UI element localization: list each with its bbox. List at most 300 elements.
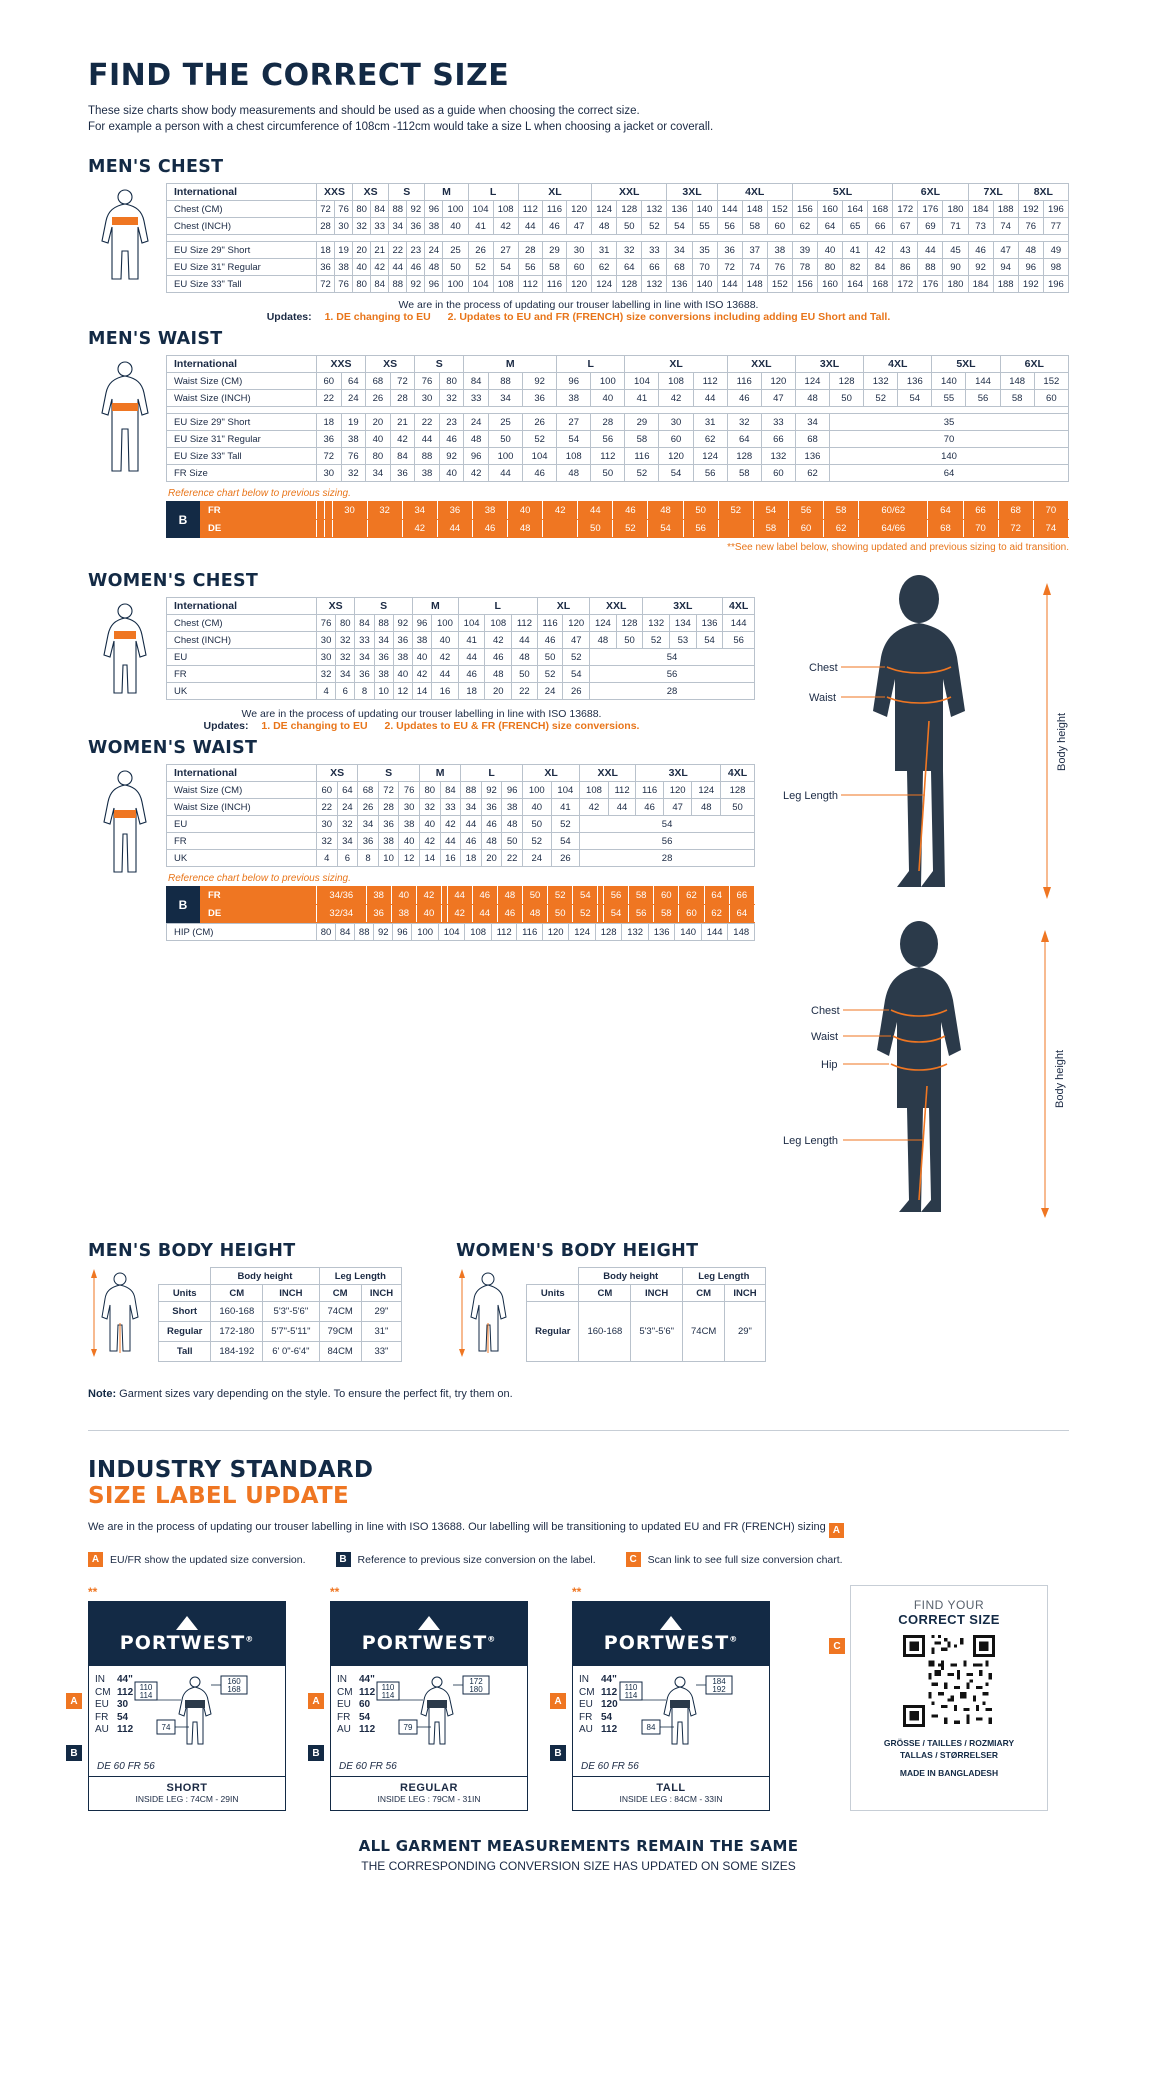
table-cell: 120 (563, 615, 590, 632)
ref-table-cell: 52 (718, 502, 753, 520)
table-cell: 41 (458, 632, 485, 649)
table-cell: 29" (725, 1302, 765, 1362)
table-cell: 80 (366, 448, 391, 465)
table-cell: 44 (512, 632, 538, 649)
label-stars: ** (572, 1585, 582, 1599)
table-cell: 64 (817, 218, 842, 235)
table-cell: 88 (374, 615, 393, 632)
ref-table-cell: 50 (683, 502, 718, 520)
svg-text:Chest: Chest (811, 1005, 840, 1017)
table-cell: 48 (425, 259, 443, 276)
legend-text-a: EU/FR show the updated size conversion. (110, 1553, 306, 1566)
table-cell: 192 (1018, 276, 1043, 293)
size-label-card (70, 1585, 286, 1811)
table-cell: 66 (642, 259, 667, 276)
table-cell: 47 (563, 632, 590, 649)
footer-line-1: ALL GARMENT MEASUREMENTS REMAIN THE SAME (358, 1837, 799, 1855)
table-cell: 112 (591, 448, 625, 465)
table-cell: 94 (993, 259, 1018, 276)
table-cell: 100 (443, 201, 468, 218)
table-cell: 108 (659, 373, 693, 390)
model-diagrams (769, 571, 1069, 1223)
table-cell: 176 (918, 201, 943, 218)
table-cell: 148 (728, 924, 755, 941)
table-cell: 25 (488, 414, 522, 431)
table-cell: 30 (317, 465, 342, 482)
table-cell: 46 (537, 632, 563, 649)
table-cell: 184 (968, 201, 993, 218)
group-body-height: Body height (211, 1268, 319, 1285)
ref-table-cell: 48 (497, 887, 522, 905)
row-label: Short (159, 1302, 211, 1322)
label-box (572, 1601, 770, 1811)
brand-header (89, 1602, 285, 1666)
table-cell: 48 (1018, 242, 1043, 259)
ref-table-cell: 74 (1033, 520, 1068, 538)
table-cell: 156 (792, 201, 817, 218)
table-row (167, 833, 755, 850)
spacer-cell (167, 235, 1069, 242)
table-cell: 84CM (319, 1342, 361, 1362)
table-cell: 20 (481, 850, 502, 867)
table-cell: 38 (378, 833, 399, 850)
mens-waist-table (166, 355, 1069, 482)
inside-leg: INSIDE LEG : 79CM - 31IN (377, 1794, 481, 1804)
table-cell: 92 (968, 259, 993, 276)
row-label: Tall (159, 1342, 211, 1362)
row-label: Waist Size (CM) (167, 782, 317, 799)
table-cell: 5'3"-5'6" (263, 1302, 319, 1322)
col-size: L (468, 184, 518, 201)
table-cell: 76 (1018, 218, 1043, 235)
table-row (167, 259, 1069, 276)
ref-table-cell: 62 (704, 905, 729, 923)
table-cell: 64 (337, 782, 358, 799)
col-size: 3XL (667, 184, 717, 201)
table-cell: 47 (567, 218, 592, 235)
table-cell: 84 (440, 782, 461, 799)
table-cell: 34 (336, 666, 355, 683)
table-spacer-row (167, 407, 1069, 414)
table-cell: 40 (817, 242, 842, 259)
table-row (159, 1342, 402, 1362)
table-row (167, 414, 1069, 431)
table-cell: 156 (792, 276, 817, 293)
fit-name: REGULAR (400, 1782, 458, 1794)
table-cell: 64 (830, 465, 1069, 482)
table-row (167, 373, 1069, 390)
table-cell: 54 (551, 833, 580, 850)
table-cell: 100 (488, 448, 522, 465)
table-cell: 132 (642, 276, 667, 293)
col-international: International (167, 765, 317, 782)
table-cell: 73 (968, 218, 993, 235)
table-cell: 47 (761, 390, 795, 407)
ref-table-cell: 60 (788, 520, 823, 538)
spacer-cell (167, 407, 1069, 414)
svg-text:79: 79 (403, 1723, 413, 1732)
col-size: L (557, 356, 625, 373)
label-mannequin (618, 1674, 763, 1755)
table-cell: 92 (439, 448, 464, 465)
ref-table-cell: 68 (998, 502, 1033, 520)
table-cell: 96 (425, 201, 443, 218)
womens-bh-figure (456, 1267, 526, 1362)
table-cell: 96 (557, 373, 591, 390)
table-cell: 132 (643, 615, 670, 632)
qr-foot-3: MADE IN BANGLADESH (899, 1768, 999, 1778)
ref-table-cell: 34 (402, 502, 437, 520)
spec-key: CM (579, 1686, 595, 1698)
group-body-height: Body height (579, 1268, 683, 1285)
table-row (167, 242, 1069, 259)
table-cell: 136 (696, 615, 723, 632)
table-cell: 18 (458, 683, 485, 700)
table-cell: 40 (419, 816, 440, 833)
table-cell: 96 (393, 924, 412, 941)
qr-title-2: CORRECT SIZE (898, 1612, 1000, 1627)
table-cell: 96 (1018, 259, 1043, 276)
table-cell: 44 (488, 465, 522, 482)
row-label: Chest (INCH) (167, 632, 317, 649)
table-cell: 120 (567, 201, 592, 218)
table-cell: 66 (761, 431, 795, 448)
ref-table-cell (324, 520, 332, 538)
ref-table-cell: 46 (472, 520, 507, 538)
table-cell: 32 (439, 390, 464, 407)
table-cell: 52 (468, 259, 493, 276)
ref-table-cell: 52 (573, 905, 598, 923)
table-cell: 144 (717, 201, 742, 218)
table-cell: 112 (491, 924, 517, 941)
table-cell: 22 (389, 242, 407, 259)
col-international: International (167, 356, 317, 373)
col-size: XL (625, 356, 727, 373)
col-size: S (355, 598, 413, 615)
ref-table-cell: 58 (824, 502, 859, 520)
table-cell: 30 (335, 218, 353, 235)
table-cell: 116 (537, 615, 563, 632)
mens-waist-block (88, 355, 1069, 553)
table-cell: 92 (407, 276, 425, 293)
table-cell: 41 (625, 390, 659, 407)
industry-subtitle-text: We are in the process of updating our trouser labelling in line with ISO 13688. Our labelling will be transitioning to updated EU and FR (FRENCH) sizing (88, 1521, 826, 1533)
table-cell: 48 (485, 666, 512, 683)
table-row (527, 1302, 766, 1362)
table-cell: 80 (353, 276, 371, 293)
table-cell: 48 (692, 799, 721, 816)
table-cell: 68 (667, 259, 692, 276)
table-cell: 128 (721, 782, 755, 799)
table-cell: 84 (390, 448, 415, 465)
ref-table-cell: 30 (332, 502, 367, 520)
col-size: XXS (317, 356, 366, 373)
table-cell: 33 (355, 632, 374, 649)
label-spec (579, 1674, 618, 1755)
table-cell: 64 (727, 431, 761, 448)
table-cell: 104 (468, 276, 493, 293)
label-figure-icon (618, 1674, 736, 1750)
table-cell: 19 (335, 242, 353, 259)
womens-chest-block (88, 597, 755, 702)
womens-waist-title: WOMEN'S WAIST (88, 738, 258, 758)
table-cell: 47 (663, 799, 692, 816)
col-size: M (412, 598, 458, 615)
table-cell: 46 (439, 431, 464, 448)
table-cell: 72 (317, 448, 342, 465)
table-cell: 196 (1043, 201, 1068, 218)
table-cell: 46 (636, 799, 664, 816)
womens-waist-figure (88, 764, 166, 883)
table-cell: 100 (432, 615, 459, 632)
table-cell: 42 (432, 649, 459, 666)
mens-waist-ref-caption: Reference chart below to previous sizing. (168, 488, 351, 499)
group-leg-length: Leg Length (319, 1268, 402, 1285)
svg-text:192: 192 (712, 1685, 726, 1694)
womens-waist-ref-body (201, 887, 755, 923)
table-cell: 74 (993, 218, 1018, 235)
table-cell: 104 (551, 782, 580, 799)
table-cell: 160-168 (211, 1302, 263, 1322)
ref-table-row (201, 502, 1069, 520)
spec-row (95, 1712, 133, 1725)
table-cell: 160-168 (579, 1302, 631, 1362)
table-cell: 176 (918, 276, 943, 293)
table-cell: 33 (371, 218, 389, 235)
ref-table-cell: 54 (603, 905, 628, 923)
inside-leg: INSIDE LEG : 74CM - 29IN (135, 1794, 239, 1804)
svg-text:168: 168 (227, 1685, 241, 1694)
table-cell: 104 (438, 924, 465, 941)
table-cell: 92 (523, 373, 557, 390)
table-row (167, 615, 755, 632)
table-cell: 55 (692, 218, 717, 235)
spec-value: 54 (359, 1711, 371, 1723)
table-cell: 21 (371, 242, 389, 259)
table-cell: 72 (317, 201, 335, 218)
table-header-row (167, 184, 1069, 201)
svg-text:172: 172 (469, 1677, 483, 1686)
spec-row (579, 1687, 618, 1700)
table-cell: 49 (1043, 242, 1068, 259)
table-cell: 44 (693, 390, 727, 407)
table-cell: 46 (523, 465, 557, 482)
table-cell: 192 (1018, 201, 1043, 218)
table-spacer-row (167, 235, 1069, 242)
table-cell: 28 (390, 390, 415, 407)
spec-value: 112 (601, 1686, 618, 1698)
ref-table-cell: 36 (366, 905, 391, 923)
badge-a: A (308, 1693, 324, 1709)
table-cell: 42 (390, 431, 415, 448)
size-label-card (312, 1585, 528, 1811)
blank-cell (527, 1268, 579, 1285)
col-size: S (389, 184, 425, 201)
table-cell: 38 (341, 431, 366, 448)
table-cell: 58 (1000, 390, 1034, 407)
table-cell: 54 (696, 632, 723, 649)
col-size: M (464, 356, 557, 373)
table-cell: 196 (1043, 276, 1068, 293)
table-cell: 42 (659, 390, 693, 407)
col-size: 3XL (636, 765, 721, 782)
table-cell: 112 (518, 276, 542, 293)
table-cell: 42 (868, 242, 893, 259)
womens-body-height-block (456, 1241, 766, 1362)
ref-table-cell: 34/36 (317, 887, 367, 905)
ref-table-cell: 46 (497, 905, 522, 923)
table-cell: 90 (943, 259, 968, 276)
table-cell: 28 (518, 242, 542, 259)
table-cell: 64 (617, 259, 642, 276)
table-cell: 128 (830, 373, 864, 390)
row-label: UK (167, 683, 317, 700)
mens-body-height-block (88, 1241, 402, 1362)
table-cell: 10 (378, 850, 399, 867)
table-cell: 22 (512, 683, 538, 700)
male-model-diagram (769, 571, 1069, 906)
table-cell: 92 (374, 924, 393, 941)
table-cell: 152 (1034, 373, 1068, 390)
table-cell: 34 (488, 390, 522, 407)
table-row (167, 448, 1069, 465)
update-1: 1. DE changing to EU (324, 311, 431, 323)
table-cell: 32 (353, 218, 371, 235)
mens-chest-block (88, 183, 1069, 293)
table-cell: 58 (742, 218, 767, 235)
table-cell: 40 (353, 259, 371, 276)
mens-waist-ref-body (201, 502, 1069, 538)
label-body (89, 1666, 285, 1759)
ref-row-label: FR (201, 887, 317, 905)
table-cell: 52 (523, 431, 557, 448)
table-row (167, 782, 755, 799)
woman-waist-icon (88, 768, 162, 878)
table-cell: 140 (830, 448, 1069, 465)
table-cell: 48 (464, 431, 489, 448)
table-cell: 28 (591, 414, 625, 431)
col-inch: INCH (725, 1285, 765, 1302)
table-row (167, 666, 755, 683)
table-cell: 67 (893, 218, 918, 235)
table-cell: 72 (378, 782, 399, 799)
table-header-row (167, 598, 755, 615)
table-cell: 172-180 (211, 1322, 263, 1342)
row-label: FR (167, 833, 317, 850)
brand-name: PORTWEST® (361, 1632, 497, 1654)
table-row (159, 1302, 402, 1322)
table-cell: 120 (659, 448, 693, 465)
ref-badge-b: B (166, 501, 200, 538)
table-cell: 60 (317, 373, 342, 390)
col-cm: CM (683, 1285, 725, 1302)
table-cell: 23 (439, 414, 464, 431)
ref-table-cell: 38 (366, 887, 391, 905)
label-footer (89, 1776, 285, 1810)
table-cell: 44 (415, 431, 440, 448)
legend (88, 1552, 1069, 1567)
table-cell: 32 (317, 666, 336, 683)
label-holder (70, 1585, 770, 1811)
ref-table-cell: 58 (629, 887, 654, 905)
row-label: UK (167, 850, 317, 867)
intro-text (88, 103, 1069, 135)
col-size: M (419, 765, 460, 782)
table-cell: 19 (341, 414, 366, 431)
women-tables (88, 571, 755, 1223)
spec-value: 30 (117, 1699, 129, 1710)
col-size: XXL (727, 356, 795, 373)
table-row (167, 816, 755, 833)
table-cell: 27 (557, 414, 591, 431)
col-size: 6XL (1000, 356, 1068, 373)
table-cell: 164 (843, 201, 868, 218)
col-size: XL (522, 765, 579, 782)
label-footer (573, 1776, 769, 1810)
row-label: Regular (527, 1302, 579, 1362)
body-height-section (88, 1241, 1069, 1362)
table-cell: 56 (590, 666, 755, 683)
womens-waist-notice (88, 708, 755, 732)
fit-note (88, 1388, 1069, 1400)
ref-table-cell: 60 (679, 905, 704, 923)
table-header-row (527, 1268, 766, 1285)
spec-key: EU (95, 1699, 109, 1710)
table-cell: 62 (795, 465, 829, 482)
table-cell: 68 (795, 431, 829, 448)
table-cell: 116 (625, 448, 659, 465)
table-cell: 32 (317, 833, 338, 850)
brand-header (331, 1602, 527, 1666)
table-cell: 53 (670, 632, 697, 649)
table-cell: 40 (399, 833, 420, 850)
table-cell: 16 (440, 850, 461, 867)
table-cell: 124 (693, 448, 727, 465)
table-cell: 148 (742, 276, 767, 293)
col-cm: CM (319, 1285, 361, 1302)
col-units: Units (159, 1285, 211, 1302)
row-label: Regular (159, 1322, 211, 1342)
mens-chest-body (167, 201, 1069, 293)
svg-text:74: 74 (161, 1723, 171, 1732)
table-cell: 60 (767, 218, 792, 235)
ref-table-cell: 52 (548, 887, 573, 905)
qr-code[interactable] (903, 1635, 995, 1727)
table-cell: 35 (692, 242, 717, 259)
table-cell: 152 (767, 201, 792, 218)
table-row (167, 632, 755, 649)
womens-hip-table (166, 923, 755, 941)
col-inch: INCH (361, 1285, 401, 1302)
table-cell: 31" (361, 1322, 401, 1342)
table-cell: 38 (415, 465, 440, 482)
table-cell: 45 (943, 242, 968, 259)
table-cell: 140 (675, 924, 702, 941)
col-size: L (461, 765, 523, 782)
table-cell: 46 (968, 242, 993, 259)
table-cell: 26 (563, 683, 590, 700)
ref-table-cell: 44 (472, 905, 497, 923)
table-cell: 38 (767, 242, 792, 259)
table-cell: 84 (371, 276, 389, 293)
table-cell: 38 (425, 218, 443, 235)
table-cell: 36 (317, 431, 342, 448)
row-label: EU Size 29" Short (167, 414, 317, 431)
table-cell: 108 (580, 782, 609, 799)
table-cell: 20 (353, 242, 371, 259)
qr-code-image[interactable] (903, 1635, 995, 1727)
qr-card (833, 1585, 1048, 1811)
